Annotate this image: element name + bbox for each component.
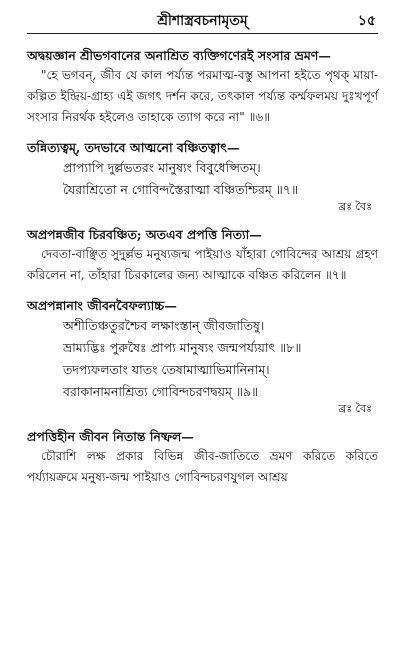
- verse-line: বরাকানামনাশ্রিত্য গোবিন্দচরণদ্বয়ম্‌ ॥৯॥: [63, 384, 259, 399]
- verse-line: যৈরাশ্রিতো ন গোবিন্দস্তৈরাত্মা বঞ্চিতশ্চিরম্‌ ॥৭॥: [63, 182, 299, 197]
- page-header-title: শ্রীশাস্ত্রবচনামৃতম্: [157, 13, 248, 29]
- section-4: [27, 296, 378, 417]
- section-heading: তন্নিত্যত্বম্‌, তদভাবে আত্মনো বঞ্চিতত্বাৎ—: [27, 140, 240, 155]
- section-heading: অপ্রপন্নানাং জীবনবৈফল্যাচ্চ—: [27, 298, 177, 313]
- running-header: [27, 0, 378, 36]
- verse-line: তদপ্যফলতাং যাতং তেষামাত্মাভিমানিনাম্‌।: [63, 362, 270, 377]
- prose-paragraph: "হে ভগবন্‌, জীব যে কাল পর্য্যন্ত পরমাত্ম-বস্তু আপনা হইতে পৃথক্‌ মায়া-কল্পিত ইন্দ্রিয়-গ্রাহ্য এই জগৎ দর্শন করে, তৎকাল পর্য্যন্ত কর্ম্মফলময় দুঃখপূর্ণ সংসার নিরর্থক হইলেও তাহাকে ত্যাগ করে না" ॥৬॥: [27, 68, 378, 124]
- verse-line: প্রাপ্যাপি দুর্ল্লভতরং মানুষ্যং বিবুধেপ্সিতম্‌।: [63, 160, 261, 175]
- section-1: [27, 46, 378, 128]
- section-heading: অপ্রপন্নজীব চিরবঞ্চিত; অতএব প্রপত্তি নিত্যা—: [27, 227, 262, 242]
- section-heading: প্রপত্তিহীন জীবন নিতান্ত নিষ্ফল—: [27, 429, 194, 444]
- section-5: [27, 427, 378, 488]
- section-2: [27, 138, 378, 215]
- prose-paragraph: দেবতা-বাঞ্ছিত সুদুর্ল্লভ মনুষ্যজন্ম পাইয়াও যাঁহারা গোবিন্দের আশ্রয় গ্রহণ করিলেন না, তাঁহারা চিরকালের জন্য আত্মাকে বঞ্চিত করিলেন ॥৭॥: [27, 247, 378, 282]
- verse-line: ভ্রাম্যদ্ভিঃ পুরুষৈঃ প্রাপ্য মানুষ্যং জন্মপর্য্যয়াৎ ॥৮॥: [63, 340, 302, 355]
- section-3: [27, 225, 378, 286]
- source-citation: ব্রঃ বৈঃ: [338, 200, 372, 213]
- source-citation: ব্রঃ বৈঃ: [338, 402, 372, 415]
- prose-paragraph: চৌরাশি লক্ষ প্রকার বিভিন্ন জীব-জাতিতে ভ্রমণ করিতে করিতে পর্য্যায়ক্রমে মনুষ্য-জন্ম পাইয়াও গোবিন্দচরণযুগল আশ্রয়: [27, 449, 378, 484]
- section-heading: অদ্বয়জ্ঞান শ্রীভগবানের অনাশ্রিত ব্যক্তিগণেরই সংসার ভ্রমণ—: [27, 48, 331, 63]
- header-divider: [27, 33, 378, 34]
- verse-line: অশীতিঞ্চতুরশ্চৈব লক্ষাংস্তান্‌ জীবজাতিষু।: [63, 318, 265, 333]
- page-number: ১৫: [357, 13, 376, 29]
